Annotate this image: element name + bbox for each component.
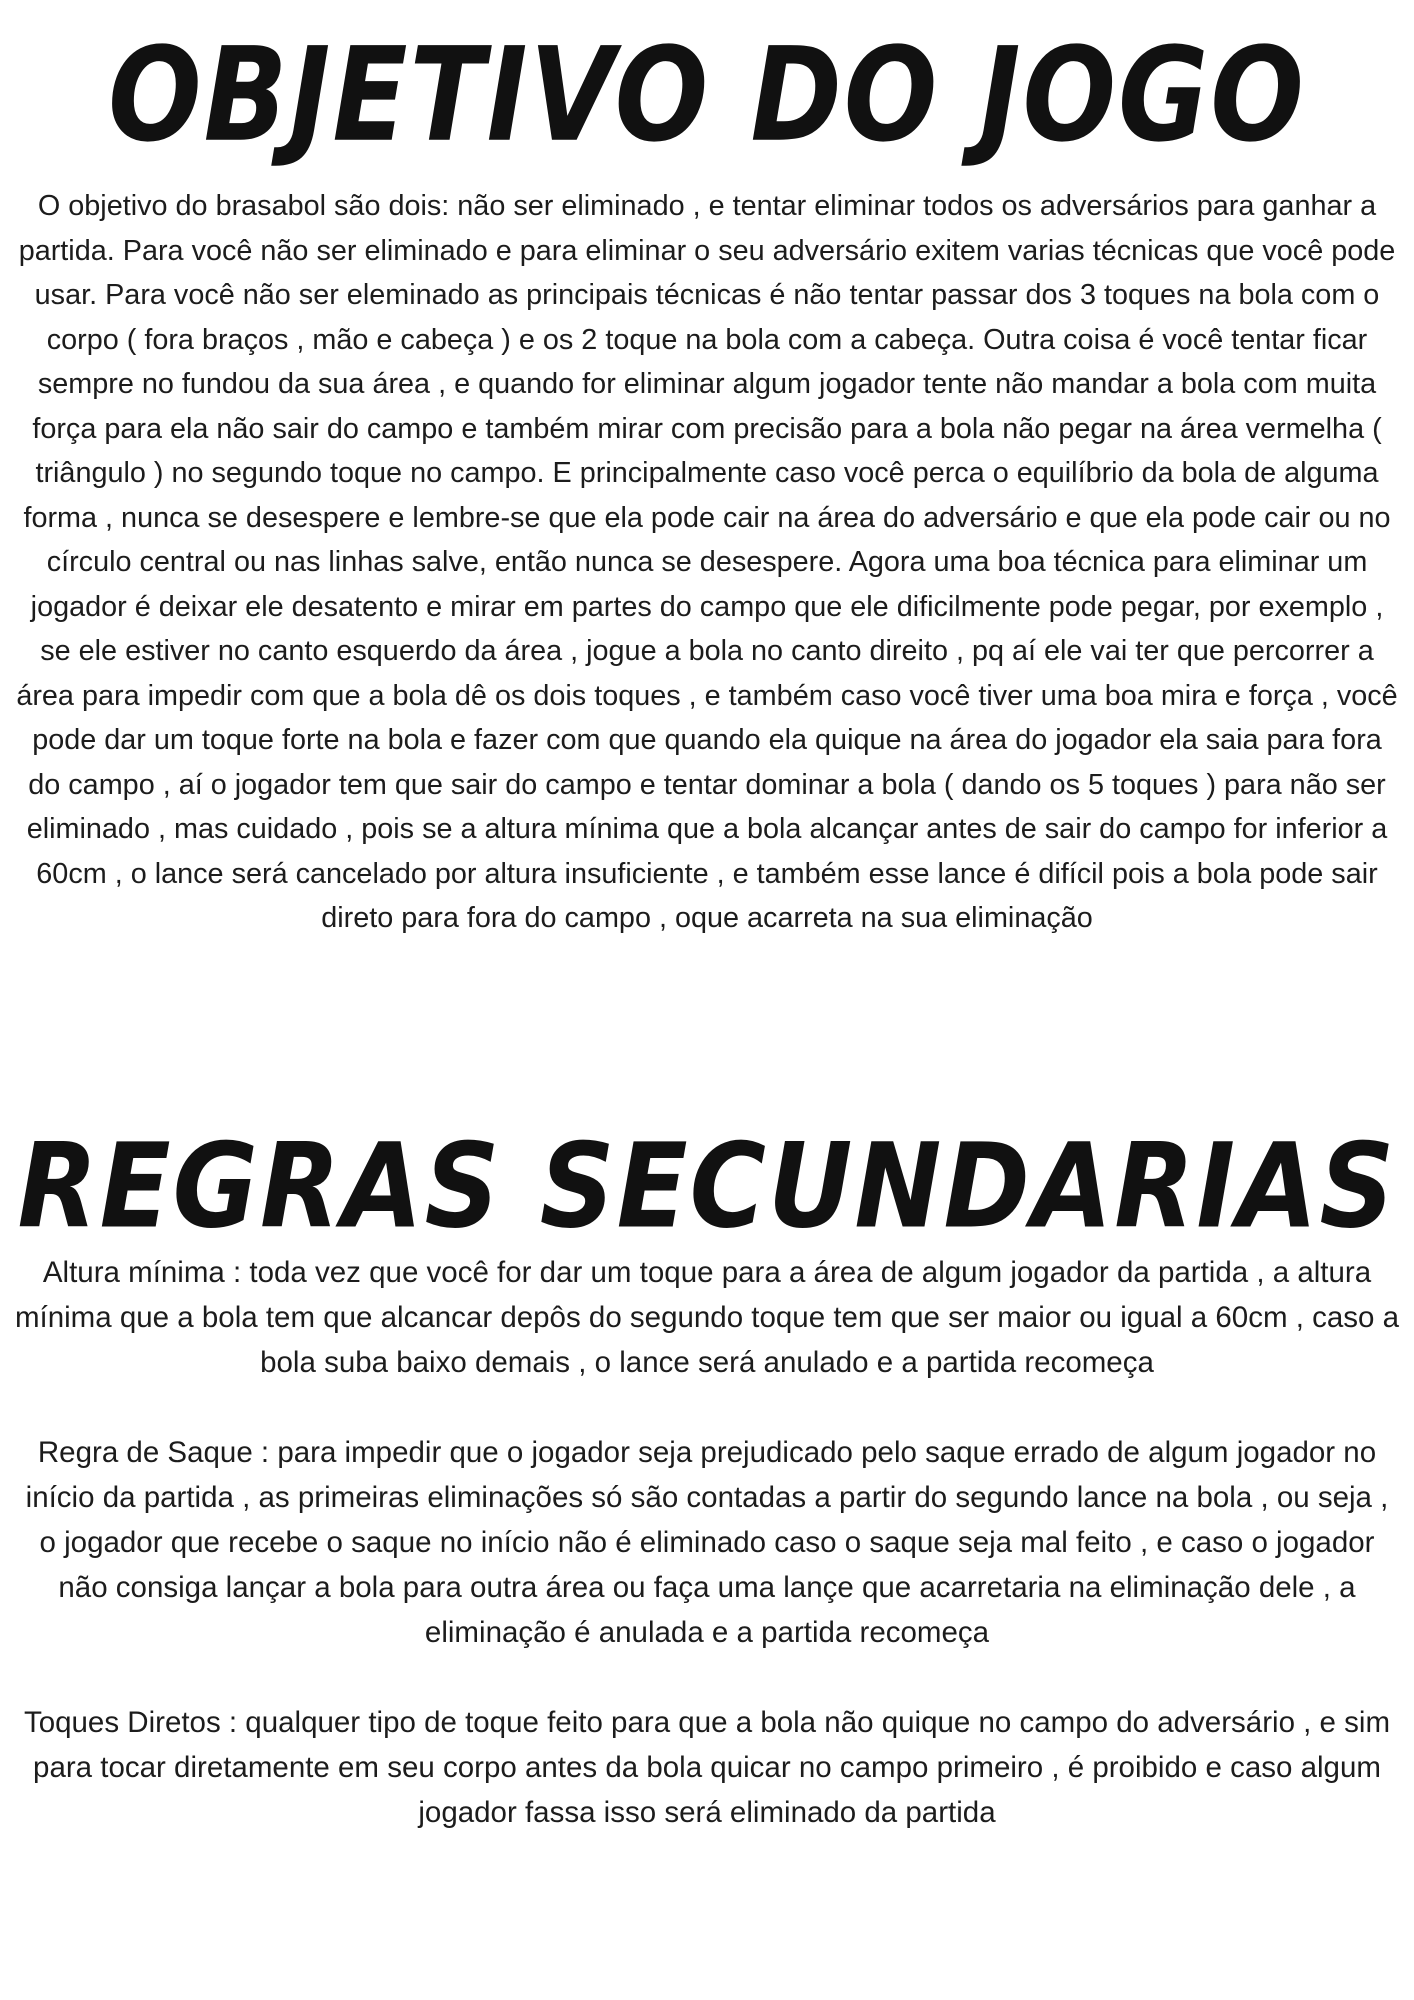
objective-heading: OBJETIVO DO JOGO [108,19,1306,171]
rule-direct-touches: Toques Diretos : qualquer tipo de toque feito para que a bola não quique no campo do adversário , e sim para tocar diretamente em seu corpo antes da bola quicar no campo primeiro , é proibido e caso algum jogador fassa isso será eliminado da partida [23,1706,1391,1829]
objective-paragraph: O objetivo do brasabol são dois: não ser eliminado , e tentar eliminar todos os adversários para ganhar a partida. Para você não ser eliminado e para eliminar o seu adversário exitem varias técnicas que você pode usar. Para você não ser eleminado as principais técnicas é não tentar passar dos 3 toques na bola com o corpo ( fora braços , mão e cabeça ) e os 2 toque na bola com a cabeça. Outra coisa é você tentar ficar sempre no fundou da sua área , e quando for eliminar algum jogador tente não mandar a bola com muita força para ela não sair do campo e também mirar com precisão para a bola não pegar na área vermelha ( triângulo ) no segundo toque no campo. E principalmente caso você perca o equilíbrio da bola de alguma forma , nunca se desespere e lembre-se que ela pode cair na área do adversário e que ela pode cair ou no círculo central ou nas linhas salve, então nunca se desespere. Agora uma boa técnica para eliminar um jogador é deixar ele desatento e mirar em partes do campo que ele dificilmente pode pegar, por exemplo , se ele estiver no canto esquerdo da área , jogue a bola no canto direito , pq aí ele vai ter que percorrer a área para impedir com que a bola dê os dois toques , e também caso você tiver uma boa mira e força , você pode dar um toque forte na bola e fazer com que quando ela quique na área do jogador ela saia para fora do campo , aí o jogador tem que sair do campo e tentar dominar a bola ( dando os 5 toques ) para não ser eliminado , mas cuidado , pois se a altura mínima que a bola alcançar antes de sair do campo for inferior a 60cm , o lance será cancelado por altura insuficiente , e também esse lance é difícil pois a bola pode sair direto para fora do campo , oque acarreta na sua eliminação [16,190,1398,934]
rule-minimum-height: Altura mínima : toda vez que você for dar um toque para a área de algum jogador da partida , a altura mínima que a bola tem que alcancar depôs do segundo toque tem que ser maior ou igual a 60cm , caso a bola suba baixo demais , o lance será anulado e a partida recomeça [14,1256,1400,1379]
rule-serve: Regra de Saque : para impedir que o jogador seja prejudicado pelo saque errado de algum jogador no início da partida , as primeiras eliminações só são contadas a partir do segundo lance na bola , ou seja , o jogador que recebe o saque no início não é eliminado caso o saque seja mal feito , e caso o jogador não consiga lançar a bola para outra área ou faça uma lançe que acarretaria na eliminação dele , a eliminação é anulada e a partida recomeça [25,1436,1389,1649]
secondary-rules-list [14,1250,1400,1835]
secondary-rules-heading: REGRAS SECUNDARIAS [17,1117,1397,1255]
